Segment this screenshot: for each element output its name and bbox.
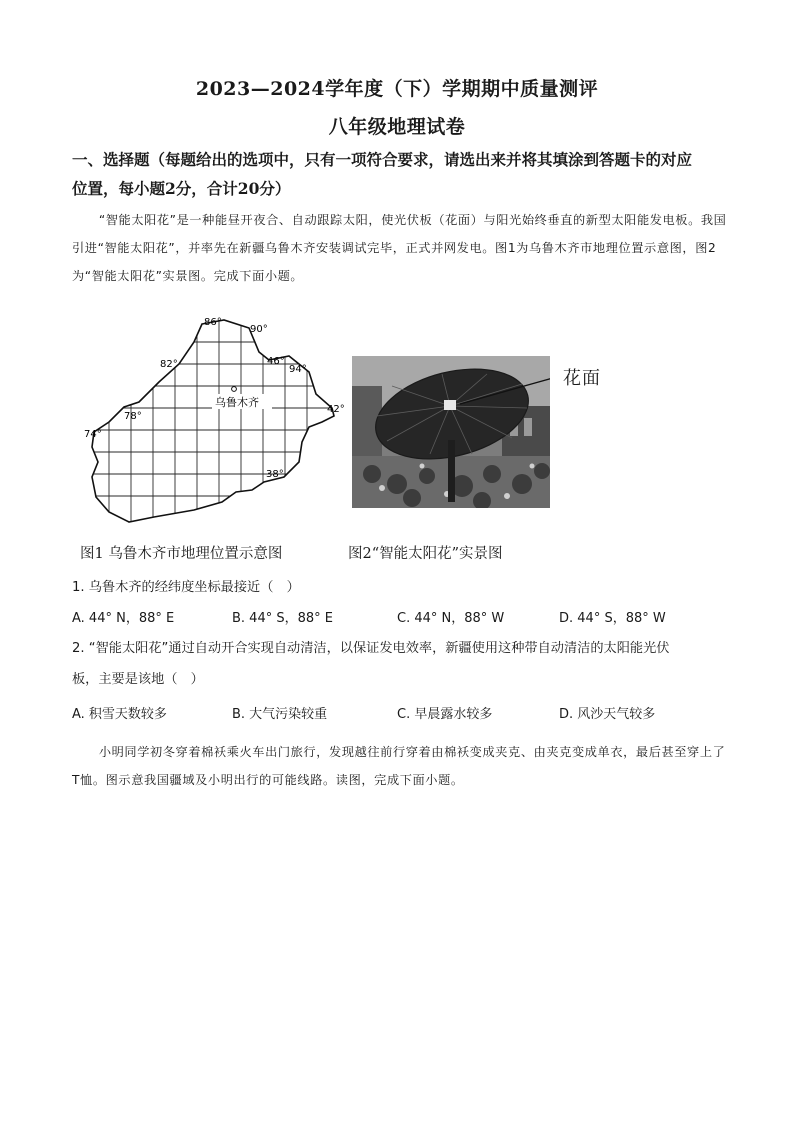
panel-hub	[444, 400, 456, 410]
lat-label-46: 46°	[267, 356, 285, 367]
q1-option-d[interactable]: D. 44° S，88° W	[559, 611, 666, 626]
passage-1: “智能太阳花”是一种能昼开夜合、自动跟踪太阳，使光伏板（花面）与阳光始终垂直的新型太阳能发电板。我国引进“智能太阳花”，并率先在新疆乌鲁木齐安装调试完毕，正式并网发电。图1为乌鲁木齐市地理位置示意图，图2为“智能太阳花”实景图。完成下面小题。	[72, 213, 727, 283]
lon-label-86: 86°	[204, 317, 222, 328]
flower-face-label: 花面	[563, 368, 601, 389]
smart-sunflower-photo	[352, 356, 550, 508]
lon-label-78: 78°	[124, 411, 142, 422]
panel-pole	[448, 440, 455, 502]
q1-option-c[interactable]: C. 44° N，88° W	[397, 611, 505, 626]
question-2-stem-line2: 板，主要是该地（ ）	[72, 672, 204, 687]
figure2-caption: 图2“智能太阳花”实景图	[348, 546, 503, 562]
lat-label-42: 42°	[327, 404, 345, 415]
lon-label-82: 82°	[160, 359, 178, 370]
lat-label-38: 38°	[266, 469, 284, 480]
q2-option-c[interactable]: C. 早晨露水较多	[397, 707, 493, 722]
q1-option-b[interactable]: B. 44° S，88° E	[232, 611, 333, 626]
exam-title: 2023—2024学年度（下）学期期中质量测评	[195, 78, 599, 100]
question-2-options	[72, 703, 712, 727]
passage-2: 小明同学初冬穿着棉袄乘火车出门旅行，发现越往前行穿着由棉袄变成夹克、由夹克变成单衣，最后甚至穿上了T恤。图示意我国疆域及小明出行的可能线路。读图，完成下面小题。	[72, 745, 726, 787]
q1-option-a[interactable]: A. 44° N，88° E	[72, 611, 175, 626]
question-2-stem-line1: 2. “智能太阳花”通过自动开合实现自动清洁，以保证发电效率，新疆使用这种带自动清洁的太阳能光伏	[72, 641, 670, 656]
exam-subtitle: 八年级地理试卷	[328, 116, 466, 138]
lon-label-94: 94°	[289, 364, 307, 375]
q2-option-a[interactable]: A. 积雪天数较多	[72, 707, 167, 722]
lon-label-90: 90°	[250, 324, 268, 335]
q2-option-d[interactable]: D. 风沙天气较多	[559, 707, 656, 722]
urumqi-location-map	[84, 312, 354, 527]
city-label: 乌鲁木齐	[215, 396, 259, 409]
lon-label-74: 74°	[84, 429, 102, 440]
section-heading-line1: 一、选择题（每题给出的选项中，只有一项符合要求，请选出来并将其填涂到答题卡的对应	[72, 150, 693, 169]
question-1-stem: 1. 乌鲁木齐的经纬度坐标最接近（ ）	[72, 580, 300, 595]
urumqi-point	[232, 387, 237, 392]
q2-option-b[interactable]: B. 大气污染较重	[232, 707, 328, 722]
figure1-caption: 图1 乌鲁木齐市地理位置示意图	[80, 546, 283, 562]
question-1-options	[72, 607, 712, 631]
section-heading-line2: 位置，每小题2分，合计20分）	[72, 179, 291, 198]
